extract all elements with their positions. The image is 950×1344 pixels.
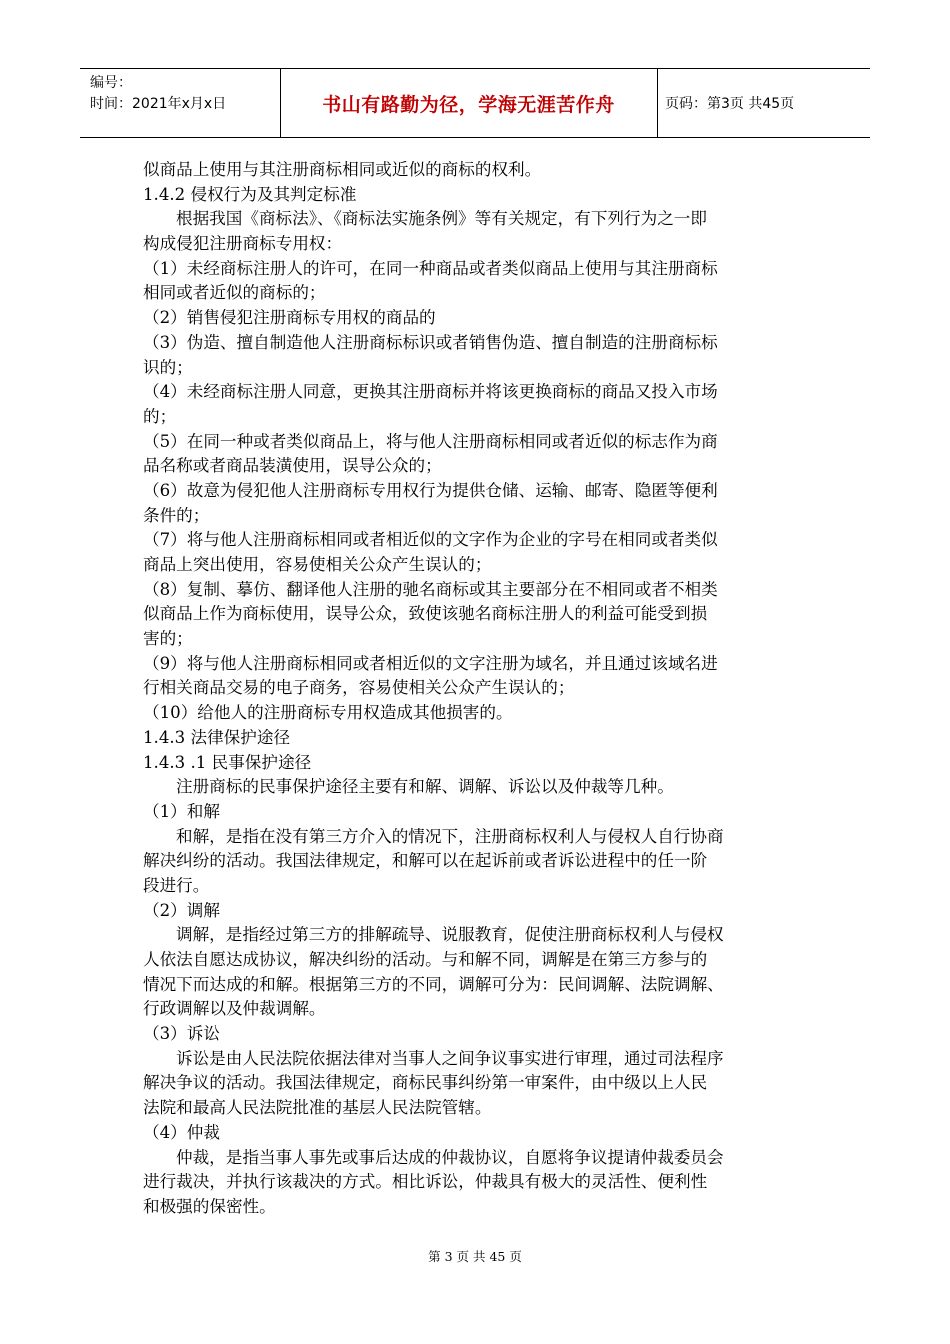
- section-heading: 1.4.3 法律保护途径: [143, 727, 291, 747]
- text-line: 解决争议的活动。我国法律规定，商标民事纠纷第一审案件，由中级以上人民: [143, 1073, 708, 1093]
- text-line: 段进行。: [143, 875, 210, 895]
- text-line: 的；: [143, 406, 177, 426]
- text-line: 人依法自愿达成协议，解决纠纷的活动。与和解不同，调解是在第三方参与的: [143, 950, 708, 969]
- text-line: 商品上突出使用，容易使相关公众产生误认的；: [143, 555, 492, 574]
- text-line: 诉讼是由人民法院依据法律对当事人之间争议事实进行审理，通过司法程序: [176, 1048, 724, 1068]
- subheading: （1）和解: [143, 801, 220, 821]
- document-body: [143, 158, 811, 1220]
- text-line: 似商品上使用与其注册商标相同或近似的商标的权利。: [143, 160, 542, 179]
- code-label: 编号：: [90, 75, 132, 91]
- list-item: （10）给他人的注册商标专用权造成其他损害的。: [143, 703, 513, 723]
- text-line: 调解，是指经过第三方的排解疏导、说服教育，促使注册商标权利人与侵权: [176, 925, 724, 945]
- text-line: 根据我国《商标法》、《商标法实施条例》等有关规定，有下列行为之一即: [176, 209, 707, 229]
- text-line: 和极强的保密性。: [143, 1196, 276, 1216]
- text-line: 行政调解以及仲裁调解。: [143, 999, 326, 1019]
- text-line: 注册商标的民事保护途径主要有和解、调解、诉讼以及仲裁等几种。: [176, 777, 674, 797]
- list-item: （2）销售侵犯注册商标专用权的商品的: [143, 308, 436, 328]
- text-line: 构成侵犯注册商标专用权：: [143, 234, 343, 254]
- list-item: （1）未经商标注册人的许可，在同一种商品或者类似商品上使用与其注册商标: [143, 258, 718, 278]
- page-header: [80, 68, 870, 138]
- section-heading: 1.4.3 .1 民事保护途径: [143, 752, 312, 772]
- text-line: 识的；: [143, 357, 193, 377]
- text-line: 仲裁，是指当事人事先或事后达成的仲裁协议，自愿将争议提请仲裁委员会: [176, 1147, 724, 1167]
- text-line: 和解，是指在没有第三方介入的情况下，注册商标权利人与侵权人自行协商: [176, 826, 724, 846]
- list-item: （4）未经商标注册人同意，更换其注册商标并将该更换商标的商品又投入市场: [143, 382, 718, 402]
- text-line: 法院和最高人民法院批准的基层人民法院管辖。: [143, 1098, 492, 1118]
- time-label: 时间：2021年x月x日: [90, 96, 227, 112]
- header-motto: 书山有路勤为径，学海无涯苦作舟: [322, 93, 615, 116]
- text-line: 似商品上作为商标使用，误导公众，致使该驰名商标注册人的利益可能受到损: [143, 604, 708, 624]
- header-meta: [90, 73, 226, 115]
- text-line: 条件的；: [143, 505, 210, 525]
- header-page-label: 页码：第3页 共45页: [665, 96, 795, 112]
- text-line: 品名称或者商品装潢使用，误导公众的；: [143, 456, 442, 476]
- page-footer: 第 3 页 共 45 页: [428, 1249, 522, 1264]
- text-line: 相同或者近似的商标的；: [143, 283, 326, 303]
- section-heading: 1.4.2 侵权行为及其判定标准: [143, 184, 357, 204]
- list-item: （5）在同一种或者类似商品上，将与他人注册商标相同或者近似的标志作为商: [143, 431, 718, 451]
- list-item: （9）将与他人注册商标相同或者相近似的文字注册为域名，并且通过该域名进: [143, 653, 718, 673]
- text-line: 解决纠纷的活动。我国法律规定，和解可以在起诉前或者诉讼进程中的任一阶: [143, 851, 708, 871]
- subheading: （2）调解: [143, 900, 220, 920]
- subheading: （4）仲裁: [143, 1122, 220, 1142]
- text-line: 行相关商品交易的电子商务，容易使相关公众产生误认的；: [143, 678, 575, 698]
- list-item: （7）将与他人注册商标相同或者相近似的文字作为企业的字号在相同或者类似: [143, 530, 718, 550]
- text-line: 进行裁决，并执行该裁决的方式。相比诉讼，仲裁具有极大的灵活性、便利性: [143, 1172, 708, 1192]
- header-divider: [657, 69, 658, 137]
- text-line: 害的；: [143, 629, 193, 649]
- list-item: （3）伪造、擅自制造他人注册商标标识或者销售伪造、擅自制造的注册商标标: [143, 332, 718, 352]
- text-line: 情况下而达成的和解。根据第三方的不同，调解可分为：民间调解、法院调解、: [143, 974, 724, 994]
- list-item: （6）故意为侵犯他人注册商标专用权行为提供仓储、运输、邮寄、隐匿等便利: [143, 480, 718, 500]
- subheading: （3）诉讼: [143, 1024, 220, 1044]
- list-item: （8）复制、摹仿、翻译他人注册的驰名商标或其主要部分在不相同或者不相类: [143, 579, 718, 599]
